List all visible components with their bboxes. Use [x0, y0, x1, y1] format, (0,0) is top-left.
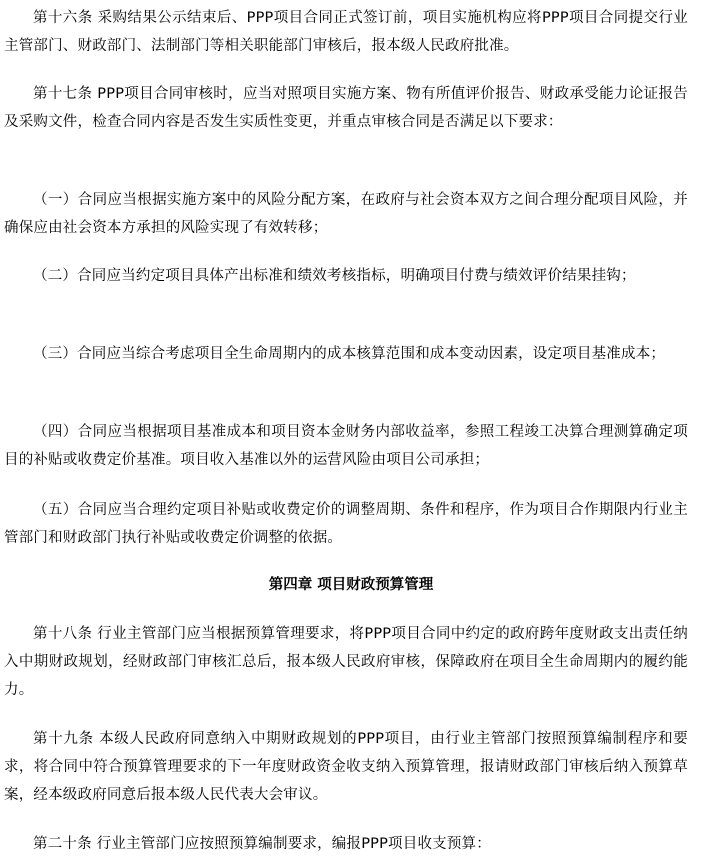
requirement-4-paragraph: （四）合同应当根据项目基准成本和项目资本金财务内部收益率，参照工程竣工决算合理测算确定项目的补贴或收费定价基准。项目收入基准以外的运营风险由项目公司承担； — [4, 424, 688, 468]
article-18-paragraph: 第十八条 行业主管部门应当根据预算管理要求，将PPP项目合同中约定的政府跨年度财政支出责任纳入中期财政规划，经财政部门审核汇总后，报本级人民政府审核，保障政府在项目全生命周期内的履约能力。 — [4, 626, 688, 698]
requirement-5-paragraph: （五）合同应当合理约定项目补贴或收费定价的调整周期、条件和程序，作为项目合作期限内行业主管部门和财政部门执行补贴或收费定价调整的依据。 — [4, 502, 688, 546]
article-19-paragraph: 第十九条 本级人民政府同意纳入中期财政规划的PPP项目，由行业主管部门按照预算编制程序和要求，将合同中符合预算管理要求的下一年度财政资金收支纳入预算管理，报请财政部门审核后纳入预算草案，经本级政府同意后报本级人民代表大会审议。 — [4, 731, 688, 803]
requirement-3-paragraph: （三）合同应当综合考虑项目全生命周期内的成本核算范围和成本变动因素，设定项目基准成本； — [33, 346, 666, 362]
article-16-paragraph: 第十六条 采购结果公示结束后、PPP项目合同正式签订前，项目实施机构应将PPP项目合同提交行业主管部门、财政部门、法制部门等相关职能部门审核后，报本级人民政府批准。 — [4, 10, 688, 54]
chapter-4-heading: 第四章 项目财政预算管理 — [268, 577, 434, 593]
requirement-1-paragraph: （一）合同应当根据实施方案中的风险分配方案，在政府与社会资本双方之间合理分配项目风险，并确保应由社会资本方承担的风险实现了有效转移； — [4, 192, 688, 236]
article-20-paragraph: 第二十条 行业主管部门应按照预算编制要求，编报PPP项目收支预算： — [33, 836, 491, 852]
article-17-paragraph: 第十七条 PPP项目合同审核时，应当对照项目实施方案、物有所值评价报告、财政承受能力论证报告及采购文件，检查合同内容是否发生实质性变更，并重点审核合同是否满足以下要求： — [4, 86, 688, 130]
requirement-2-paragraph: （二）合同应当约定项目具体产出标准和绩效考核指标，明确项目付费与绩效评价结果挂钩； — [33, 268, 636, 284]
